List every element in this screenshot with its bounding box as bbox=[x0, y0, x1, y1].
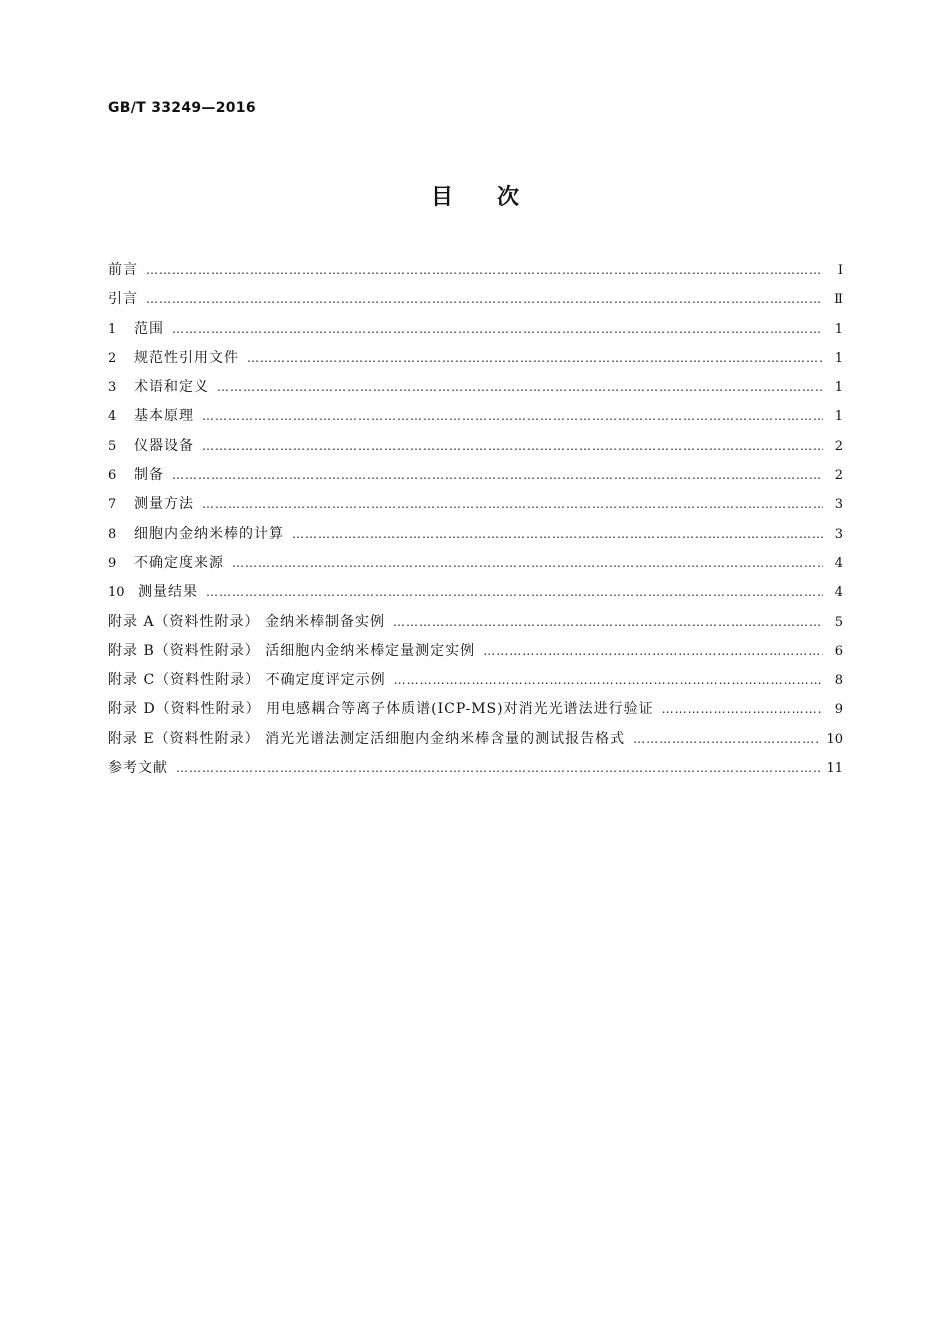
toc-entry-10[interactable] bbox=[108, 582, 843, 611]
toc-page-number: 5 bbox=[834, 614, 843, 630]
toc-entry-text: 测量方法 bbox=[134, 496, 194, 513]
toc-entry-text: 附录 C（资料性附录） 不确定度评定示例 bbox=[108, 672, 386, 689]
toc-leader-dots bbox=[232, 553, 823, 573]
toc-page-number: 3 bbox=[834, 497, 843, 513]
toc-entry-text: 规范性引用文件 bbox=[134, 349, 239, 366]
toc-entry-number: 1 bbox=[108, 321, 117, 337]
toc-page-number: 1 bbox=[834, 321, 843, 337]
toc-leader-dots bbox=[247, 348, 823, 368]
toc-entry-6[interactable] bbox=[108, 465, 843, 494]
toc-leader-dots bbox=[394, 670, 823, 690]
toc-page-number: 10 bbox=[826, 731, 843, 747]
toc-entry-text: 前言 bbox=[108, 262, 138, 278]
toc-entry-annex-a[interactable] bbox=[108, 612, 843, 641]
toc-entry-text: 范围 bbox=[134, 320, 164, 337]
toc-leader-dots bbox=[292, 524, 823, 544]
toc-entry-annex-e[interactable] bbox=[108, 729, 843, 758]
toc-entry-text: 附录 A（资料性附录） 金纳米棒制备实例 bbox=[108, 613, 386, 630]
toc-leader-dots bbox=[662, 699, 823, 719]
toc-entry-text: 附录 B（资料性附录） 活细胞内金纳米棒定量测定实例 bbox=[108, 642, 476, 659]
toc-leader-dots bbox=[146, 289, 823, 309]
toc-entry-number: 9 bbox=[108, 555, 117, 571]
toc-entry-foreword[interactable] bbox=[108, 260, 843, 289]
toc-entry-text: 基本原理 bbox=[134, 408, 194, 425]
document-code: GB/T 33249—2016 bbox=[108, 100, 256, 116]
toc-page-number: 6 bbox=[834, 643, 843, 659]
toc-entry-number: 3 bbox=[108, 380, 117, 396]
toc-entry-number: 4 bbox=[108, 409, 117, 425]
toc-entry-5[interactable] bbox=[108, 436, 843, 465]
toc-leader-dots bbox=[172, 465, 823, 485]
toc-page-number: 4 bbox=[834, 585, 843, 601]
toc-page-number: 11 bbox=[826, 761, 843, 777]
toc-leader-dots bbox=[202, 406, 823, 426]
toc-entry-annex-c[interactable] bbox=[108, 670, 843, 699]
toc-entry-1[interactable] bbox=[108, 319, 843, 348]
toc-entry-number: 5 bbox=[108, 438, 117, 454]
toc-entry-4[interactable] bbox=[108, 406, 843, 435]
toc-page-number: 8 bbox=[834, 673, 843, 689]
toc-leader-dots bbox=[217, 377, 823, 397]
toc-page-number: 2 bbox=[834, 468, 843, 484]
toc-page-number: 9 bbox=[834, 702, 843, 718]
toc-leader-dots bbox=[202, 436, 823, 456]
toc-entry-number: 10 bbox=[108, 585, 125, 601]
toc-leader-dots bbox=[206, 582, 823, 602]
toc-entry-9[interactable] bbox=[108, 553, 843, 582]
toc-entry-text: 术语和定义 bbox=[134, 379, 209, 396]
toc-entry-annex-b[interactable] bbox=[108, 641, 843, 670]
toc-entry-text: 仪器设备 bbox=[134, 437, 194, 454]
toc-leader-dots bbox=[146, 260, 823, 280]
toc-leader-dots bbox=[202, 494, 823, 514]
toc-page-number: 1 bbox=[834, 380, 843, 396]
toc-entry-text: 参考文献 bbox=[108, 760, 168, 777]
toc-entry-8[interactable] bbox=[108, 524, 843, 553]
toc-entry-3[interactable] bbox=[108, 377, 843, 406]
toc-entry-annex-d[interactable] bbox=[108, 699, 843, 728]
toc-page-number: Ⅱ bbox=[834, 292, 843, 308]
toc-page-number: 4 bbox=[834, 555, 843, 571]
toc-page-number: 3 bbox=[834, 526, 843, 542]
toc-entry-number: 6 bbox=[108, 468, 117, 484]
toc-leader-dots bbox=[483, 641, 823, 661]
toc-leader-dots bbox=[176, 758, 820, 778]
toc-leader-dots bbox=[393, 612, 823, 632]
toc-entry-7[interactable] bbox=[108, 494, 843, 523]
toc-entry-2[interactable] bbox=[108, 348, 843, 377]
toc-entry-text: 不确定度来源 bbox=[134, 554, 224, 571]
toc-entry-number: 7 bbox=[108, 497, 117, 513]
toc-entry-number: 8 bbox=[108, 526, 117, 542]
toc-page-number: Ⅰ bbox=[837, 263, 843, 278]
toc-entry-text: 附录 D（资料性附录） 用电感耦合等离子体质谱(ICP-MS)对消光光谱法进行验证 bbox=[108, 701, 654, 718]
toc-entry-text: 附录 E（资料性附录） 消光光谱法测定活细胞内金纳米棒含量的测试报告格式 bbox=[108, 730, 626, 747]
toc-entry-text: 测量结果 bbox=[138, 584, 198, 601]
toc-entry-number: 2 bbox=[108, 350, 117, 366]
toc-page-number: 2 bbox=[834, 438, 843, 454]
toc-page-number: 1 bbox=[834, 409, 843, 425]
toc-leader-dots bbox=[633, 729, 820, 749]
toc-page-number: 1 bbox=[834, 350, 843, 366]
toc-entry-introduction[interactable] bbox=[108, 289, 843, 318]
toc-leader-dots bbox=[172, 319, 823, 339]
toc-entry-text: 制备 bbox=[134, 467, 164, 484]
toc-entry-bibliography[interactable] bbox=[108, 758, 843, 787]
toc-entry-text: 细胞内金纳米棒的计算 bbox=[134, 525, 284, 542]
table-of-contents bbox=[108, 260, 843, 787]
page-title: 目次 bbox=[430, 185, 563, 210]
toc-entry-text: 引言 bbox=[108, 291, 138, 308]
